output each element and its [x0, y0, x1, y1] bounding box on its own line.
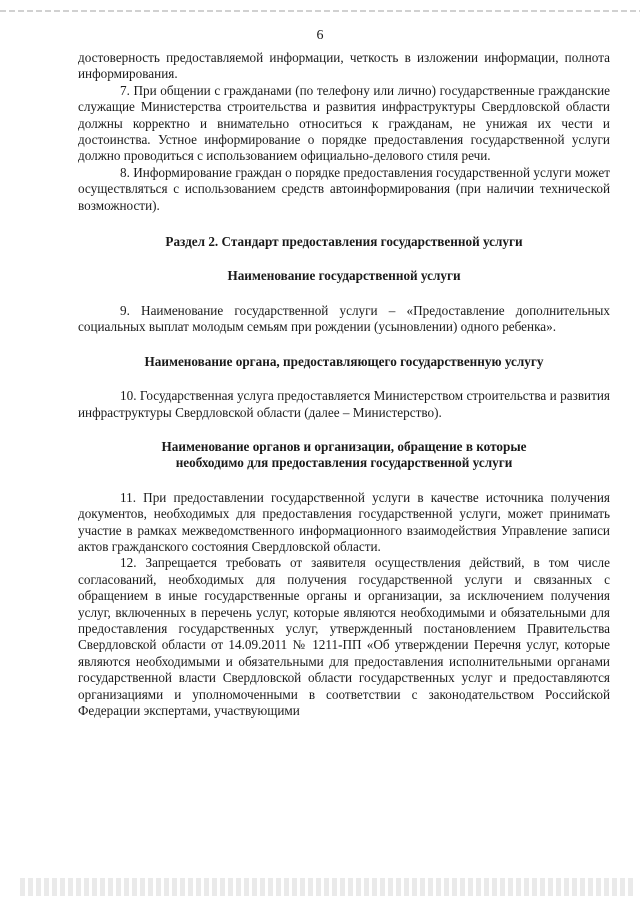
paragraph-12: 12. Запрещается требовать от заявителя осуществления действий, в том числе согласований, необходимых для получения государственной услуги и связанных с обращением в иные государственные органы и организации, за исключением получения услуг, включенных в перечень услуг, которые являются необходимыми и обязательными для предоставления государственных услуг, утвержденный постановлением Правительства Свердловской области от 14.09.2011 № 1211-ПП «Об утверждении Перечня услуг, которые являются необходимыми и обязательными для предоставления исполнительными органами государственной власти Свердловской области государственных услуг и предоставляются организациями и уполномоченными в соответствии с законодательством Российской Федерации экспертами, участвующими — [78, 555, 610, 718]
organizations-heading — [78, 439, 610, 472]
scan-edge-bottom — [20, 878, 635, 896]
organ-heading: Наименование органа, предоставляющего государственную услугу — [144, 353, 544, 369]
paragraph-10: 10. Государственная услуга предоставляется Министерством строительства и развития инфраструктуры Свердловской области (далее – Министерство). — [78, 388, 610, 420]
organizations-heading-line-2: необходимо для предоставления государственной услуги — [175, 455, 513, 471]
paragraph-continued: достоверность предоставляемой информации, четкость в изложении информации, полнота информирования. — [78, 50, 610, 82]
paragraph-9: 9. Наименование государственной услуги – «Предоставление дополнительных социальных выплат молодым семьям при рождении (усыновлении) одного ребенка». — [78, 302, 610, 335]
paragraph-7: 7. При общении с гражданами (по телефону или лично) государственные гражданские служащие Министерства строительства и развития инфраструктуры Свердловской области должны корректно и внимательно относиться к гражданам, не унижая их чести и достоинства. Устное информирование о порядке предоставления государственной услуги должно проводиться с использованием официально-делового стиля речи. — [78, 82, 610, 164]
organizations-heading-line-1: Наименование органов и организации, обращение в которые — [161, 438, 527, 454]
page-number: 6 — [316, 28, 324, 43]
paragraph-11: 11. При предоставлении государственной услуги в качестве источника получения документов, необходимых для предоставления государственной услуги, может принимать участие в рамках межведомственного информационного взаимодействия Управление записи актов гражданского состояния Свердловской области. — [78, 489, 610, 554]
section-2-heading: Раздел 2. Стандарт предоставления государственной услуги — [165, 234, 523, 250]
service-name-heading: Наименование государственной услуги — [227, 268, 461, 284]
paragraph-8: 8. Информирование граждан о порядке предоставления государственной услуги может осуществляться с использованием средств автоинформирования (при наличии технической возможности). — [78, 164, 610, 213]
scan-edge-top — [0, 10, 640, 12]
document-body — [78, 50, 610, 719]
